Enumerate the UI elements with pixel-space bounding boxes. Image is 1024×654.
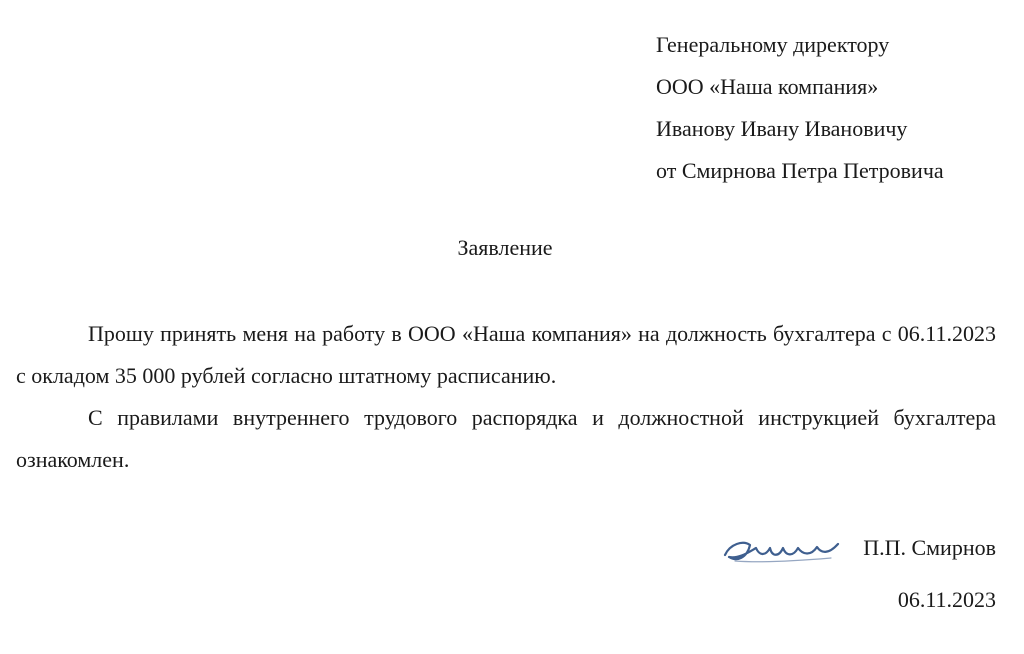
handwritten-signature — [719, 528, 849, 568]
document-title: Заявление — [457, 235, 553, 260]
document-date: 06.11.2023 — [897, 587, 996, 612]
acknowledgement-paragraph: С правилами внутреннего трудового распорядка и должностной инструкцией бухгалтера ознакомлен. — [16, 405, 996, 472]
addressee-position: Генеральному директору — [656, 32, 890, 57]
application-paragraph: Прошу принять меня на работу в ООО «Наша компания» на должность бухгалтера с 06.11.2023 с окладом 35 000 рублей согласно штатному расписанию. — [16, 321, 996, 388]
sender-name: от Смирнова Петра Петровича — [656, 158, 944, 183]
addressee-company: ООО «Наша компания» — [656, 74, 879, 99]
signature-name: П.П. Смирнов — [863, 535, 996, 560]
signature-block — [719, 528, 996, 568]
addressee-block — [656, 24, 944, 192]
addressee-name: Иванову Ивану Ивановичу — [656, 116, 908, 141]
